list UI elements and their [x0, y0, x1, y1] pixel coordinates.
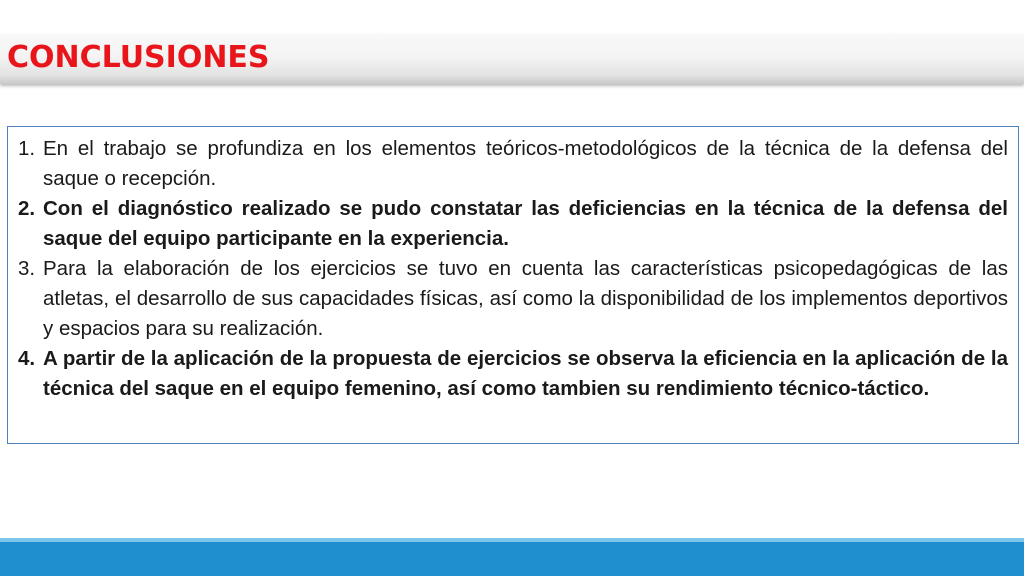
item-text: Con el diagnóstico realizado se pudo constatar las deficiencias en la técnica de la defensa del saque del equipo participante en la experiencia. — [43, 197, 1008, 250]
item-text: En el trabajo se profundiza en los elementos teóricos-metodológicos de la técnica de la defensa del saque o recepción. — [43, 137, 1008, 190]
conclusion-item-1 — [17, 134, 1008, 194]
item-number: 4. — [18, 347, 36, 370]
conclusions-box — [7, 126, 1019, 444]
conclusions-list — [17, 134, 1008, 404]
item-number: 1. — [18, 137, 36, 160]
slide-title: CONCLUSIONES — [7, 40, 270, 75]
conclusion-item-3 — [17, 254, 1008, 344]
item-number: 3. — [18, 257, 36, 280]
item-number: 2. — [18, 197, 36, 220]
item-text: A partir de la aplicación de la propuesta de ejercicios se observa la eficiencia en la aplicación de la técnica del saque en el equipo femenino, así como tambien su rendimiento técnico-táctico. — [43, 347, 1008, 400]
conclusion-item-2 — [17, 194, 1008, 254]
footer-bar — [0, 538, 1024, 576]
item-text: Para la elaboración de los ejercicios se tuvo en cuenta las características psicopedagógicas de las atletas, el desarrollo de sus capacidades físicas, así como la disponibilidad de los implementos deportivos y espacios para su realización. — [43, 257, 1008, 340]
conclusion-item-4 — [17, 344, 1008, 404]
